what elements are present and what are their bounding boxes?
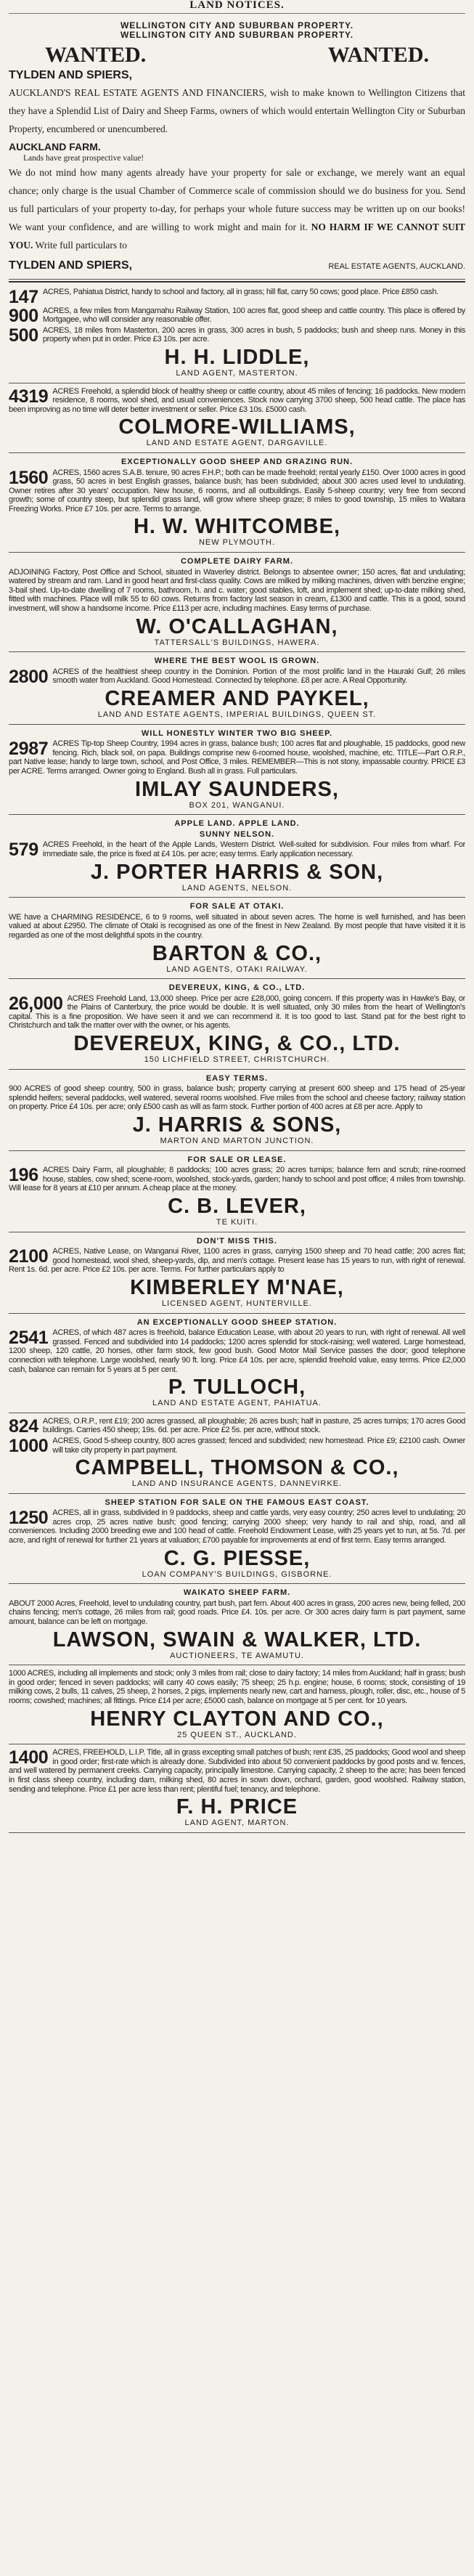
ad-paragraph	[9, 994, 465, 1031]
acreage-figure: 2100	[9, 1247, 49, 1267]
ad-heading: EASY TERMS.	[205, 1073, 269, 1083]
classified-ad	[9, 816, 465, 898]
advertiser-address: LAND AGENT, MASTERTON.	[176, 368, 298, 378]
ad-paragraph	[9, 1417, 465, 1435]
ad-paragraph	[9, 326, 465, 344]
advertiser-name: COLMORE-WILLIAMS,	[118, 415, 356, 439]
acreage-figure: 2987	[9, 739, 49, 760]
ad-text: ACRES, 1560 acres S.A.B. tenure, 90 acres F.H.P.; both can be made freehold; rental yearly £150. Over 1000 acres in good grass, 50 acres in best English grasses, balance bush; has been subdivided; about 300 acres used level to undulating. Owner retires after 30 years' occupation. New house, 6 rooms, and all outbuildings. Easily 5-sheep country; very free from second growth; some of country steep, but splendid grass land, will grow where sheep graze; 8 miles to good township, 15 miles to Waitara Freezing Works. Price £7 10s. per acre. Terms to arrange.	[9, 468, 465, 513]
acreage-figure: 1560	[9, 468, 49, 488]
ad-heading: COMPLETE DAIRY FARM.	[180, 557, 294, 566]
ad-text: 1000 ACRES, including all implements and stock; only 3 miles from rail; close to dairy factory; 14 miles from Auckland; half in grass; bush in good order; fenced in seven paddocks; will carry 40 cows easily; 75 sheep; 25 h.p. engine; house, 6 rooms; stock, consisting of 19 milking cows, 2 bulls, 11 calves, 25 sheep, 2 horses, 2 pigs, implements nearly new, cart and harness, plough, roller, disc, etc., house of 5 rooms; cowshed; machines; all fittings. Price £14 per acre; £5000 cash, balance on mortgage at 5 per cent. for 10 years.	[9, 1669, 465, 1705]
classified-ad	[9, 455, 465, 553]
advertiser-address: 25 QUEEN ST., AUCKLAND.	[177, 1730, 297, 1739]
advertiser-name: J. PORTER HARRIS & SON,	[90, 860, 384, 884]
ad-heading: APPLE LAND. APPLE LAND.	[174, 819, 300, 829]
advertiser-address: LICENSED AGENT, HUNTERVILLE.	[162, 1299, 312, 1308]
ad-paragraph	[9, 1166, 465, 1193]
acreage-figure: 147	[9, 287, 38, 305]
write-text: Write full particulars to	[35, 239, 128, 251]
wanted-banner	[9, 44, 465, 67]
no-harm-text: NO HARM IF WE CANNOT SUIT YOU.	[9, 221, 465, 251]
ad-heading: WILL HONESTLY WINTER TWO BIG SHEEP.	[141, 728, 333, 738]
intro-text: AUCKLAND'S REAL ESTATE AGENTS AND FINANCIERS, wish to make known to Wellington Citizens that they have a Splendid List of Dairy and Sheep Farms, owners of which would entertain Wellington City or Suburban Property, encumbered or unencumbered.	[9, 86, 465, 134]
prospective-line: Lands have great prospective value!	[23, 154, 144, 163]
ad-heading: AN EXCEPTIONALLY GOOD SHEEP STATION.	[136, 1317, 338, 1327]
acreage-figure: 1250	[9, 1508, 49, 1529]
wanted-right: WANTED.	[327, 43, 429, 68]
ad-text: ACRES, of which 487 acres is freehold, balance Education Lease, with about 20 years to run, with right of renewal. All well grassed. Fenced and subdivided into 14 paddocks; 1200 acres splendid for stock-raising; well watered. Large homestead, 1200 sheep, 120 cattle, 20 horses, other farm stock, few good bush. Good Motor Mail Service passes the door; good telephone connection with telephone. Large woolshed, nearly 90 ft. long. Price £4 10s. per acre, splendid freehold value, easy terms. Price £2,000 cash, balance can remain for 5 years at 5 per cent.	[9, 1328, 465, 1374]
advertiser-address: LAND AGENTS, NELSON.	[181, 883, 293, 893]
acreage-figure: 4319	[9, 386, 49, 407]
classified-ad	[9, 1495, 465, 1585]
ad-paragraph	[9, 913, 465, 940]
acreage-figure: 1400	[9, 1748, 49, 1768]
ad-heading: WAIKATO SHEEP FARM.	[183, 1588, 291, 1598]
classified-ad	[9, 1315, 465, 1413]
ad-paragraph	[9, 387, 465, 415]
section-header: LAND NOTICES.	[9, 0, 465, 14]
ad-text: ACRES Freehold, in the heart of the Apple Lands, Western District. Well-suited for subdivision. Four miles from wharf. For immediate sale, the price is fixed at £4 10s. per acre; easy terms. Early application necessary.	[42, 840, 465, 858]
advertiser-name: CREAMER AND PAYKEL,	[105, 687, 369, 710]
advertiser-name: IMLAY SAUNDERS,	[135, 777, 339, 801]
ad-paragraph	[9, 1748, 465, 1794]
ad-heading: WHERE THE BEST WOOL IS GROWN.	[154, 657, 320, 666]
acreage-figure: 196	[9, 1166, 38, 1186]
sign-role: REAL ESTATE AGENTS, AUCKLAND.	[328, 261, 465, 271]
body-text: We do not mind how many agents already have your property for sale or exchange, we merely want an equal chance; only charge is the usual Chamber of Commerce scale of commission should we do business for you. Send us full particulars of your property to-day, for perhaps your whole future success may be written up on our books! We want your confidence, and are willing to work might and main for it.	[9, 166, 465, 232]
ad-heading: DON'T MISS THIS.	[197, 1236, 277, 1246]
classified-ads	[9, 285, 465, 1833]
wanted-left: WANTED.	[45, 43, 147, 68]
ad-text: ACRES, 18 miles from Masterton, 200 acres in grass, 300 acres in bush, 5 paddocks; bush and sheep runs. Money in this property when put in order. Price £3 10s. per acre.	[42, 325, 465, 344]
acreage-figure: 2541	[9, 1328, 49, 1349]
main-body	[9, 163, 465, 254]
ad-text: ACRES of the healthiest sheep country in the Dominion. Portion of the most prolific land in the Hauraki Gulf; 26 miles smooth water from Auckland. Good Homestead. Connected by telephone. £8 per acre. A Real Opportunity.	[52, 667, 465, 686]
advertiser-name: KIMBERLEY M'NAE,	[130, 1275, 344, 1299]
ad-text: ACRES Tip-top Sheep Country, 1994 acres in grass, balance bush; 100 acres flat and ploughable, 15 paddocks, good new fencing. Rich, black soil, on papa. Buildings comprise new 6-roomed house, woolshed, machine, etc. TITLE—Part O.R.P., part Native lease; handy to large town, school, and Post Office, 3 miles. REMEMBER—This is not stony, impassable country. PRICE £3 per ACRE. Terms arranged. Owner going to England. Bush all in grass. Full particulars.	[9, 739, 465, 776]
ad-text: ACRES, all in grass, subdivided in 9 paddocks, sheep and cattle yards, very easy country; 250 acres level to undulating; 20 acres crop, 25 acres native bush; good fencing; carrying 2000 sheep; very handy to rail and ship, road, and all conveniences. Including 2000 breeding ewe and 100 head of cattle. Freehold Endowment Lease, with 25 years yet to run, at 5s. 7d. per acre, and right of renewal for further 21 years at valuation; £700 payable for improvements at end of first term. Easy terms arranged.	[9, 1508, 465, 1545]
ad-text: WE have a CHARMING RESIDENCE, 6 to 9 rooms, well situated in about seven acres. The home is well furnished, and has been valued at about £2950. The climate of Otaki is recognised as one of the finest in New Zealand. By most people that have visited it it is regarded as one of the most delightful spots in the country.	[9, 912, 465, 940]
classified-ad	[9, 385, 465, 453]
ad-text: ACRES, Pahiatua District, handy to school and factory, all in grass; hill flat, carry 50 cows; good place. Price £850 cash.	[42, 287, 438, 296]
classified-ad	[9, 726, 465, 816]
advertiser-name: J. HARRIS & SONS,	[132, 1113, 342, 1137]
classified-ad	[9, 1234, 465, 1314]
acreage-figure: 824	[9, 1416, 38, 1435]
ad-text: ACRES, a few miles from Mangamahu Railway Station, 100 acres flat, good sheep and cattle country. This place is offered by Mortgagee, who will consider any reasonable offer.	[42, 306, 465, 325]
advertiser-name: DEVEREUX, KING, & CO., LTD.	[73, 1032, 401, 1056]
ad-paragraph	[9, 1669, 465, 1705]
classified-ad	[9, 1071, 465, 1151]
ad-title-repeat: WELLINGTON CITY AND SUBURBAN PROPERTY.	[120, 29, 354, 40]
advertiser-address: LAND AND ESTATE AGENTS, IMPERIAL BUILDINGS, QUEEN ST.	[97, 710, 377, 719]
ad-text: ACRES, FREEHOLD, L.I.P. Title, all in grass excepting small patches of bush; rent £35, 25 paddocks; Good wool and sheep in good order; first-rate which is already done. Subdivided into about 50 convenient paddocks by good posts and w. fences, and well watered by permanent creeks. Carrying capacity, principally limestone. Carrying capacity, 2 sheep to the acre; has been fenced in first class sheep country, including dam, milking shed, 80 acres in sown down, orchard, garden, good woolshed. Railway station, sending and telephone. Price £1 per acre less than rent; plentiful fuel; tenancy, and telephone.	[9, 1748, 465, 1794]
classified-ad	[9, 899, 465, 979]
advertiser-address: LAND AND ESTATE AGENT, PAHIATUA.	[152, 1399, 322, 1408]
ad-text: ACRES Dairy Farm, all ploughable; 8 paddocks; 100 acres grass; 20 acres turnips; balance fern and scrub; nine-roomed house, stables, cow shed; scene-room, woolshed, stock-yards, garden; handy to school and post office; 4 miles from township. Will lease for 8 years at £10 per annum. A cheap place at the money.	[9, 1166, 465, 1193]
advertiser-name: H. H. LIDDLE,	[164, 345, 310, 369]
advertiser-name: C. B. LEVER,	[168, 1195, 306, 1218]
ad-paragraph	[9, 1437, 465, 1455]
classified-ad	[9, 654, 465, 724]
acreage-figure: 26,000	[9, 994, 63, 1014]
ad-paragraph	[9, 568, 465, 614]
classified-ad	[9, 1667, 465, 1744]
ad-title: WELLINGTON CITY AND SUBURBAN PROPERTY.	[120, 20, 354, 31]
ad-paragraph	[9, 1508, 465, 1545]
ad-text: ADJOINING Factory, Post Office and School, situated in Waverley district. Belongs to absentee owner; 150 acres, flat and undulating; watered by stream and ram. Land in good heart and first-class quality. Cows are milked by milking machines, driven with benzine engine; 3-bail shed. Up-to-date dwelling of 7 rooms, bathroom, h. and c. water; good stables, loft, and implement shed; up-to-date milking shed, fitted with machines. Place will milk 55 to 60 cows. Returns from factory last season in cream, £1300 and cattle. This is a good, sound investment, will show a handsome income. Price £113 per acre, including machines. Easy terms of purchase.	[9, 567, 465, 614]
advertiser-address: TATTERSALL'S BUILDINGS, HAWERA.	[154, 638, 320, 647]
acreage-figure: 900	[9, 306, 38, 325]
advertiser-address: MARTON AND MARTON JUNCTION.	[160, 1137, 314, 1146]
ad-text: ABOUT 2000 Acres, Freehold, level to undulating country, part bush, part fern. About 400 acres in grass, 200 acres new, being felled, 200 chains fencing; men's cottage, 26 miles from rail; good roads. Price £4. 10s. per acre. Or 300 acres dairy farm is part payment, same amount, balance can be left on mortgage.	[9, 1598, 465, 1627]
advertiser-name: LAWSON, SWAIN & WALKER, LTD.	[52, 1628, 422, 1651]
ad-text: ACRES Freehold, a splendid block of healthy sheep or cattle country, about 45 miles of fencing; 16 paddocks. New modern residence, 8 rooms, wool shed, and usual conveniences. Stock now carrying 3700 sheep, 500 head cattle. The place has been improving as no time will deter better investment or seller. Price £3 10s. £5000 cash.	[9, 386, 465, 414]
ad-paragraph	[9, 288, 465, 305]
farm-heading: AUCKLAND FARM.	[9, 140, 101, 153]
advertiser-name: P. TULLOCH,	[168, 1376, 306, 1399]
advertiser-address: NEW PLYMOUTH.	[198, 538, 276, 548]
ad-text: 900 ACRES of good sheep country, 500 in grass, balance bush; property carrying at present 600 sheep and 175 head of 25-year splendid heifers; several paddocks, well watered, several rooms woolshed. Five miles from the school and cheese factory; railway station on property. Price £4 10s. per acre; only £500 cash as will as farm stock. Further portion of 400 acres at £8 per acre. Apply to	[9, 1084, 465, 1112]
advertiser-address: LAND AND INSURANCE AGENTS, DANNEVIRKE.	[131, 1479, 343, 1489]
acreage-figure: 579	[9, 840, 38, 859]
advertiser-name: H. W. WHITCOMBE,	[133, 515, 341, 539]
signature-row	[9, 261, 465, 272]
advertiser-address: BOX 201, WANGANUI.	[189, 800, 285, 810]
ad-paragraph	[9, 739, 465, 776]
acreage-figure: 1000	[9, 1436, 49, 1455]
ad-paragraph	[9, 840, 465, 858]
ad-heading: DEVEREUX, KING, & CO., LTD.	[168, 983, 306, 993]
advertiser-name: CAMPBELL, THOMSON & CO.,	[75, 1456, 399, 1480]
classified-ad	[9, 980, 465, 1070]
advertiser-address: LAND AND ESTATE AGENT, DARGAVILLE.	[146, 439, 328, 448]
ad-heading: FOR SALE AT OTAKI.	[189, 902, 285, 911]
ad-paragraph	[9, 306, 465, 325]
acreage-figure: 500	[9, 325, 38, 344]
advertiser-name: W. O'CALLAGHAN,	[136, 614, 338, 638]
advertiser-address: LAND AGENT, MARTON.	[184, 1819, 290, 1828]
ad-paragraph	[9, 1599, 465, 1627]
tylden-spiers-ad	[9, 18, 465, 280]
advertiser-address: AUCTIONEERS, TE AWAMUTU.	[170, 1651, 304, 1660]
ad-text: ACRES, O.R.P., rent £19; 200 acres grassed, all ploughable; 26 acres bush; half in pasture, 25 acres turnips; 170 acres Good buildings. Carries 450 sheep; 19s. 6d. per acre. Price £2 5s. per acre, without stock.	[42, 1416, 465, 1435]
classified-ad	[9, 554, 465, 652]
ad-heading: FOR SALE OR LEASE.	[187, 1155, 287, 1164]
ad-paragraph	[9, 1328, 465, 1374]
ad-text: ACRES, Good 5-sheep country, 800 acres grassed; fenced and subdivided; new homestead. Price £9; £2100 cash. Owner will take city property in part payment.	[52, 1436, 465, 1455]
ad-paragraph	[9, 1247, 465, 1275]
classified-ad	[9, 285, 465, 383]
classified-ad	[9, 1415, 465, 1494]
advertiser-name: C. G. PIESSE,	[163, 1546, 311, 1570]
advertiser-address: TE KUITI.	[216, 1218, 258, 1227]
advertiser-address: LOAN COMPANY'S BUILDINGS, GISBORNE.	[142, 1569, 332, 1579]
ad-subheading: SUNNY NELSON.	[199, 829, 275, 839]
divider	[9, 281, 465, 283]
ad-paragraph	[9, 468, 465, 514]
ad-heading: EXCEPTIONALLY GOOD SHEEP AND GRAZING RUN.	[120, 457, 354, 466]
firm-name: TYLDEN AND SPIERS,	[9, 69, 133, 82]
sign-firm: TYLDEN AND SPIERS,	[9, 259, 133, 272]
advertiser-address: LAND AGENTS, OTAKI RAILWAY.	[166, 964, 308, 974]
advertiser-address: 150 LICHFIELD STREET, CHRISTCHURCH.	[144, 1055, 330, 1065]
ad-text: ACRES, Native Lease, on Wanganui River, 1100 acres in grass, carrying 1500 sheep and 70 head cattle; 200 acres flat; good homestead, wool shed, sheep-yards, dip, and men's cottage. Present lease has 15 years to run, with right of renewal. Rent 1s. 6d. per acre. Price £2 10s. per acre. Terms. For further particulars apply to	[9, 1247, 465, 1275]
classified-ad	[9, 1585, 465, 1665]
ad-text: ACRES Freehold Land, 13,000 sheep. Price per acre £28,000, going concern. If this property was in Hawke's Bay, or the Plains of Canterbury, the price would be double. It is well situated, only 30 miles from the heart of Wellington's capital. This is a fine proposition. We have seen it and we can recommend it. It is too good to last. Stand pat for the best right to Christchurch and talk the matter over with the owner, or his agents.	[9, 994, 465, 1031]
classified-ad	[9, 1746, 465, 1833]
ad-heading: SHEEP STATION FOR SALE ON THE FAMOUS EAST COAST.	[105, 1498, 369, 1507]
classified-ad	[9, 1153, 465, 1232]
acreage-figure: 2800	[9, 667, 49, 686]
advertiser-name: BARTON & CO.,	[152, 941, 322, 965]
advertiser-name: HENRY CLAYTON AND CO.,	[90, 1707, 384, 1731]
ad-paragraph	[9, 667, 465, 686]
advertiser-name: F. H. PRICE	[176, 1795, 298, 1819]
ad-paragraph	[9, 1084, 465, 1112]
